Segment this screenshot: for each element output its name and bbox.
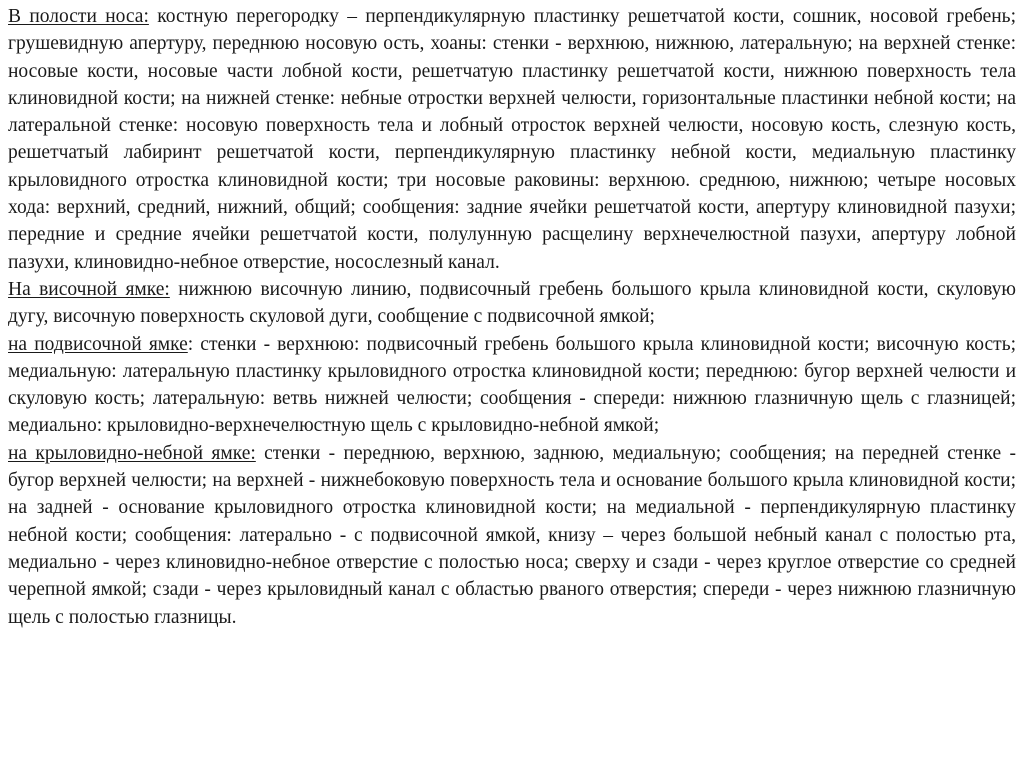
section-body: нижнюю височную линию, подвисочный гребень большого крыла клиновидной кости, скуловую дугу, височную поверхность скуловой дуги, сообщение с подвисочной ямкой; [8, 278, 1016, 328]
section-heading: на подвисочной ямке [8, 333, 188, 355]
document-page [8, 3, 1016, 631]
section-pterygopalatine-fossa [8, 440, 1016, 631]
section-body: костную перегородку – перпендикулярную пластинку решетчатой кости, сошник, носовой гребень; грушевидную апертуру, переднюю носовую ость, хоаны: стенки - верхнюю, нижнюю, латеральную; на верхней стенке: носовые кости, носовые части лобной кости, решетчатую пластинку решетчатой кости, нижнюю поверхность тела клиновидной кости; на нижней стенке: небные отростки верхней челюсти, горизонтальные пластинки небной кости; на латеральной стенке: носовую поверхность тела и лобный отросток верхней челюсти, носовую кость, слезную кость, решетчатый лабиринт решетчатой кости, перпендикулярную пластинку небной кости, медиальную пластинку крыловидного отростка клиновидной кости; три носовые раковины: верхнюю. среднюю, нижнюю; четыре носовых хода: верхний, средний, нижний, общий; сообщения: задние ячейки решетчатой кости, апертуру клиновидной пазухи; передние и средние ячейки решетчатой кости, полулунную расщелину верхнечелюстной пазухи, апертуру лобной пазухи, клиновидно-небное отверстие, носослезный канал. [8, 6, 1016, 273]
section-heading: На височной ямке: [8, 278, 170, 300]
section-infratemporal-fossa [8, 331, 1016, 440]
section-heading: на крыловидно-небной ямке: [8, 442, 256, 464]
section-temporal-fossa [8, 276, 1016, 331]
section-heading: В полости носа: [8, 6, 149, 27]
section-body: : стенки - верхнюю: подвисочный гребень большого крыла клиновидной кости; височную кость; медиальную: латеральную пластинку крыловидного отростка клиновидной кости; переднюю: бугор верхней челюсти и скуловую кость; латеральную: ветвь нижней челюсти; сообщения - спереди: нижнюю глазничную щель с глазницей; медиально: крыловидно-верхнечелюстную щель с крыловидно-небной ямкой; [8, 333, 1017, 437]
section-body: стенки - переднюю, верхнюю, заднюю, медиальную; сообщения; на передней стенке - бугор верхней челюсти; на верхней - нижнебоковую поверхность тела и основание большого крыла клиновидной кости; на задней - основание крыловидного отростка клиновидной кости; на медиальной - перпендикулярную пластинку небной кости; сообщения: латерально - с подвисочной ямкой, книзу – через большой небный канал с полостью рта, медиально - через клиновидно-небное отверстие с полостью носа; сверху и сзади - через круглое отверстие со средней черепной ямкой; сзади - через крыловидный канал с областью рваного отверстия; спереди - через нижнюю глазничную щель с полостью глазницы. [8, 442, 1016, 628]
section-nasal-cavity [8, 3, 1016, 276]
